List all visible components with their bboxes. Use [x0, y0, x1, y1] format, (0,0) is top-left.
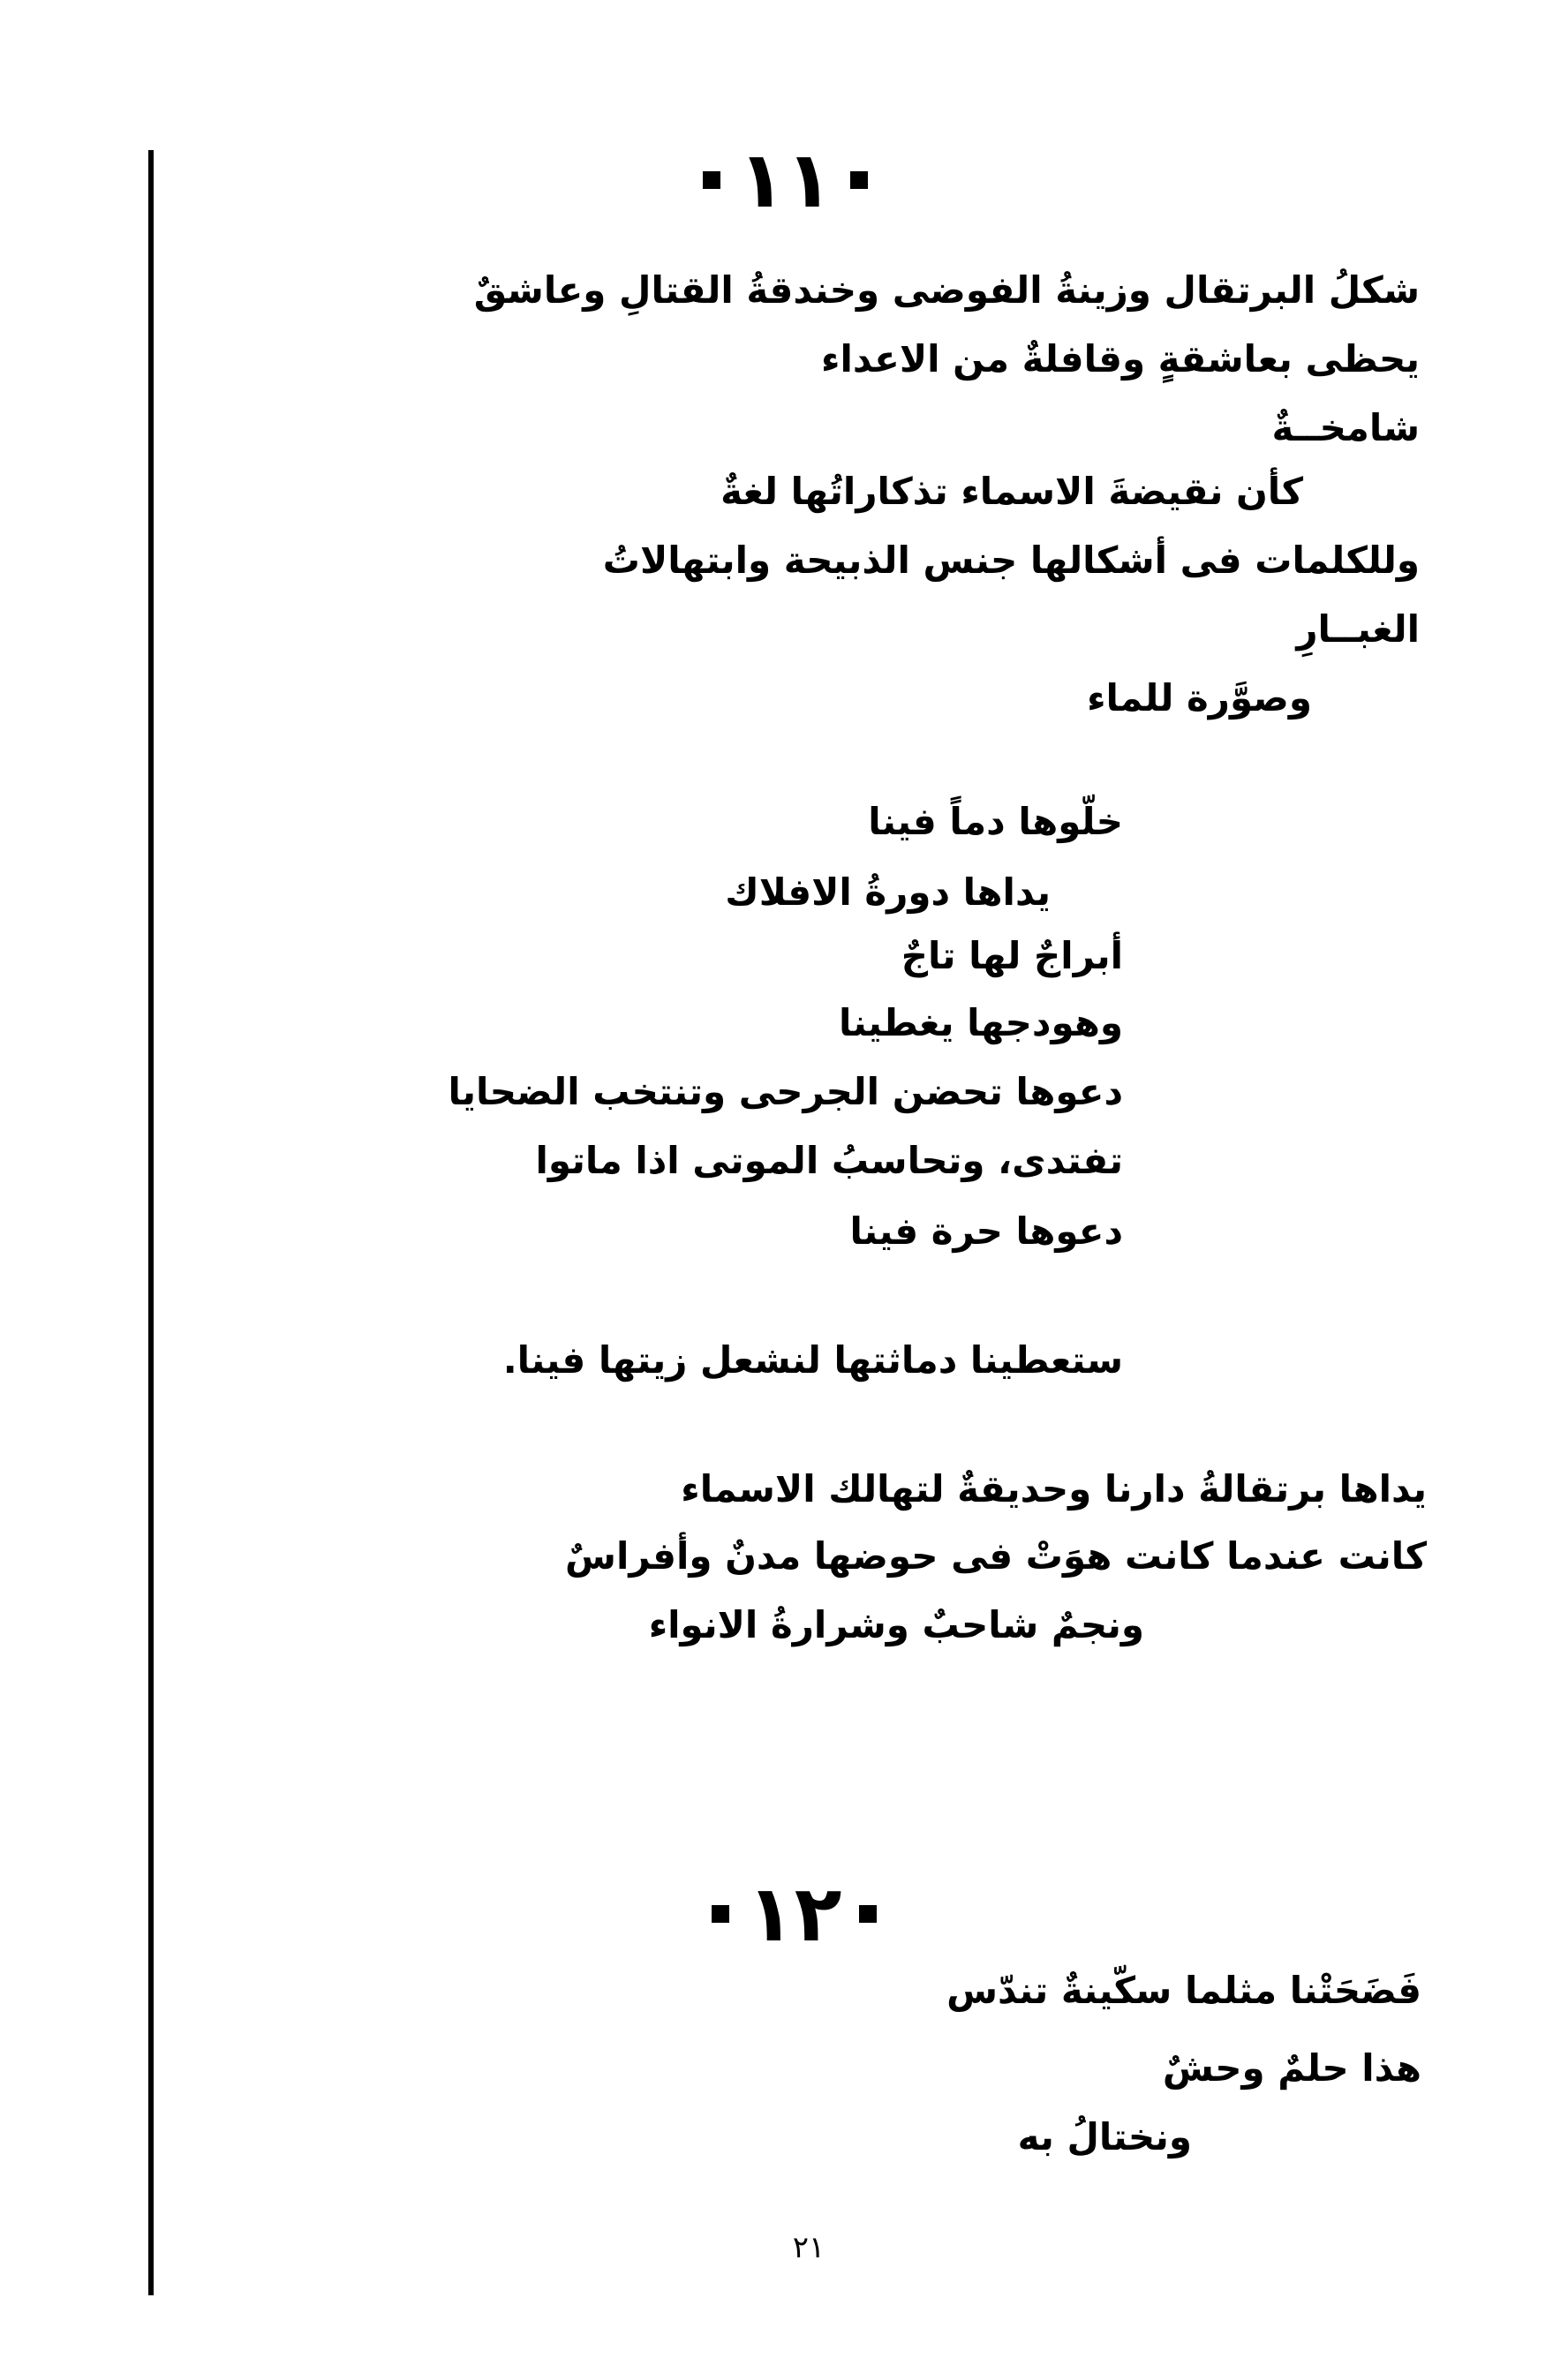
poem-line: يحظى بعاشقةٍ وقافلةٌ من الاعداء: [821, 337, 1420, 380]
poem-line: هذا حلمٌ وحشٌ: [1162, 2046, 1421, 2090]
poem-line: وللكلمات فى أشكالها جنس الذبيحة وابتهالاتُ: [602, 539, 1420, 582]
poem-line: كأن نقيضةَ الاسماء تذكاراتُها لغةٌ: [720, 470, 1303, 513]
section-marker: [859, 1905, 877, 1923]
poem-line: وهودجها يغطينا: [839, 1001, 1123, 1044]
section-marker: [703, 171, 720, 189]
poem-line: يداها دورةُ الافلاك: [725, 870, 1051, 914]
poem-line: شامخــةٌ: [1271, 406, 1420, 449]
poem-line: أبراجٌ لها تاجٌ: [901, 934, 1123, 977]
poem-line: دعوها تحضن الجرحى وتنتخب الضحايا: [448, 1070, 1123, 1113]
section-11-number: [703, 134, 868, 225]
poem-line: وصوَّرة للماء: [1087, 676, 1312, 719]
poem-line: كانت عندما كانت هوَتْ فى حوضها مدنٌ وأفراسٌ: [564, 1534, 1427, 1578]
section-marker: [712, 1905, 729, 1923]
section-number-text: ١٢: [747, 1868, 842, 1959]
page-frame-rule: [148, 150, 154, 2295]
poem-line: الغبــارِ: [1296, 607, 1420, 651]
section-marker: [850, 171, 868, 189]
section-12-number: [712, 1868, 877, 1959]
poem-line: ستعطينا دماثتها لنشعل زيتها فينا.: [502, 1338, 1123, 1382]
poem-line: تفتدى، وتحاسبُ الموتى اذا ماتوا: [535, 1139, 1123, 1182]
page-number: ٢١: [792, 2230, 825, 2265]
poem-line: ونجمٌ شاحبٌ وشرارةُ الانواء: [648, 1603, 1144, 1646]
poem-line: شكلُ البرتقال وزينةُ الفوضى وخندقةُ القتالِ وعاشقٌ: [473, 268, 1420, 312]
section-number-text: ١١: [738, 134, 833, 225]
poem-line: يداها برتقالةُ دارنا وحديقةٌ لتهالك الاسماء: [681, 1467, 1427, 1510]
poem-line: خلّوها دماً فينا: [868, 800, 1123, 843]
poem-line: فَضَحَتْنا مثلما سكّينةٌ تندّس: [946, 1969, 1421, 2012]
poem-line: ونختالُ به: [1017, 2115, 1192, 2158]
poem-line: دعوها حرة فينا: [849, 1209, 1123, 1253]
